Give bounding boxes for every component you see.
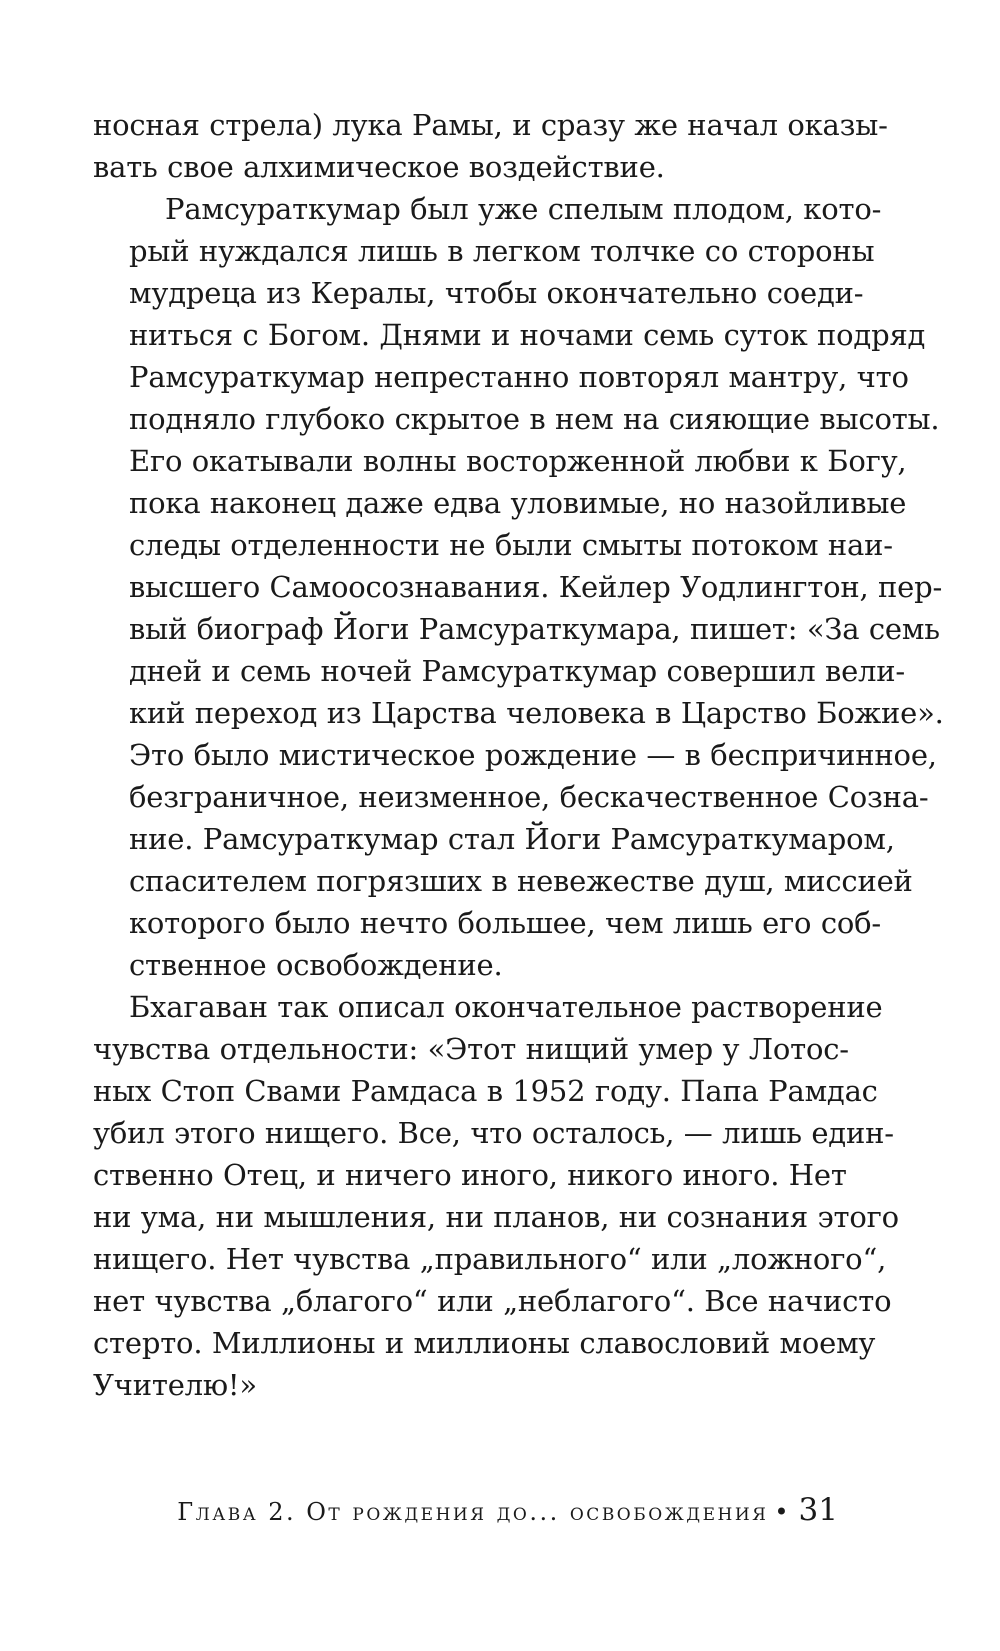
text-line: кий переход из Царства человека в Царство Божие».: [129, 696, 944, 730]
text-line: ни ума, ни мышления, ни планов, ни сознания этого: [93, 1200, 899, 1234]
text-line: чувства отдельности: «Этот нищий умер у Лотос-: [93, 1032, 849, 1066]
text-line: убил этого нищего. Все, что осталось, — лишь един-: [93, 1116, 894, 1150]
text-line: спасителем погрязших в невежестве душ, миссией: [129, 864, 913, 898]
text-line: нет чувства „благого“ или „неблагого“. Все начисто: [93, 1284, 892, 1318]
text-line: Учителю!»: [93, 1368, 257, 1402]
text-line: Рамсураткумар непрестанно повторял мантру, что: [129, 360, 909, 394]
text-line: Рамсураткумар был уже спелым плодом, кото-: [165, 192, 882, 226]
body-text: [93, 104, 944, 1406]
text-line: ниться с Богом. Днями и ночами семь суток подряд: [129, 318, 926, 352]
text-line: ных Стоп Свами Рамдаса в 1952 году. Папа Рамдас: [93, 1074, 878, 1108]
paragraph-3: [93, 986, 899, 1406]
text-line: следы отделенности не были смыты потоком наи-: [129, 528, 893, 562]
text-line: рый нуждался лишь в легком толчке со стороны: [129, 234, 875, 268]
text-line: вать свое алхимическое воздействие.: [93, 150, 665, 184]
paragraph-1: [93, 104, 888, 188]
text-line: ние. Рамсураткумар стал Йоги Рамсураткумаром,: [129, 822, 895, 856]
text-line: Бхагаван так описал окончательное растворение: [129, 990, 883, 1024]
text-line: пока наконец даже едва уловимые, но назойливые: [129, 486, 907, 520]
running-title: Глава 2. От рождения до... освобождения: [177, 1498, 769, 1526]
text-line: мудреца из Кералы, чтобы окончательно соеди-: [129, 276, 864, 310]
text-line: ственно Отец, и ничего иного, никого иного. Нет: [93, 1158, 847, 1192]
page-number: 31: [798, 1492, 838, 1528]
text-line: подняло глубоко скрытое в нем на сияющие высоты.: [129, 402, 940, 436]
text-line: которого было нечто большее, чем лишь его соб-: [129, 906, 881, 940]
text-line: высшего Самоосознавания. Кейлер Уодлингтон, пер-: [129, 570, 943, 604]
text-line: нищего. Нет чувства „правильного“ или „ложного“,: [93, 1242, 887, 1276]
text-line: носная стрела) лука Рамы, и сразу же начал оказы-: [93, 108, 888, 142]
text-line: Его окатывали волны восторженной любви к Богу,: [129, 444, 907, 478]
text-line: вый биограф Йоги Рамсураткумара, пишет: «За семь: [129, 612, 940, 646]
bullet-icon: •: [774, 1498, 789, 1526]
text-line: дней и семь ночей Рамсураткумар совершил вели-: [129, 654, 905, 688]
text-line: ственное освобождение.: [129, 948, 503, 982]
text-line: стерто. Миллионы и миллионы славословий моему: [93, 1326, 876, 1360]
running-footer: [93, 1492, 838, 1528]
text-line: Это было мистическое рождение — в беспричинное,: [129, 738, 937, 772]
paragraph-2: [93, 188, 944, 986]
text-line: безграничное, неизменное, бескачественное Созна-: [129, 780, 929, 814]
